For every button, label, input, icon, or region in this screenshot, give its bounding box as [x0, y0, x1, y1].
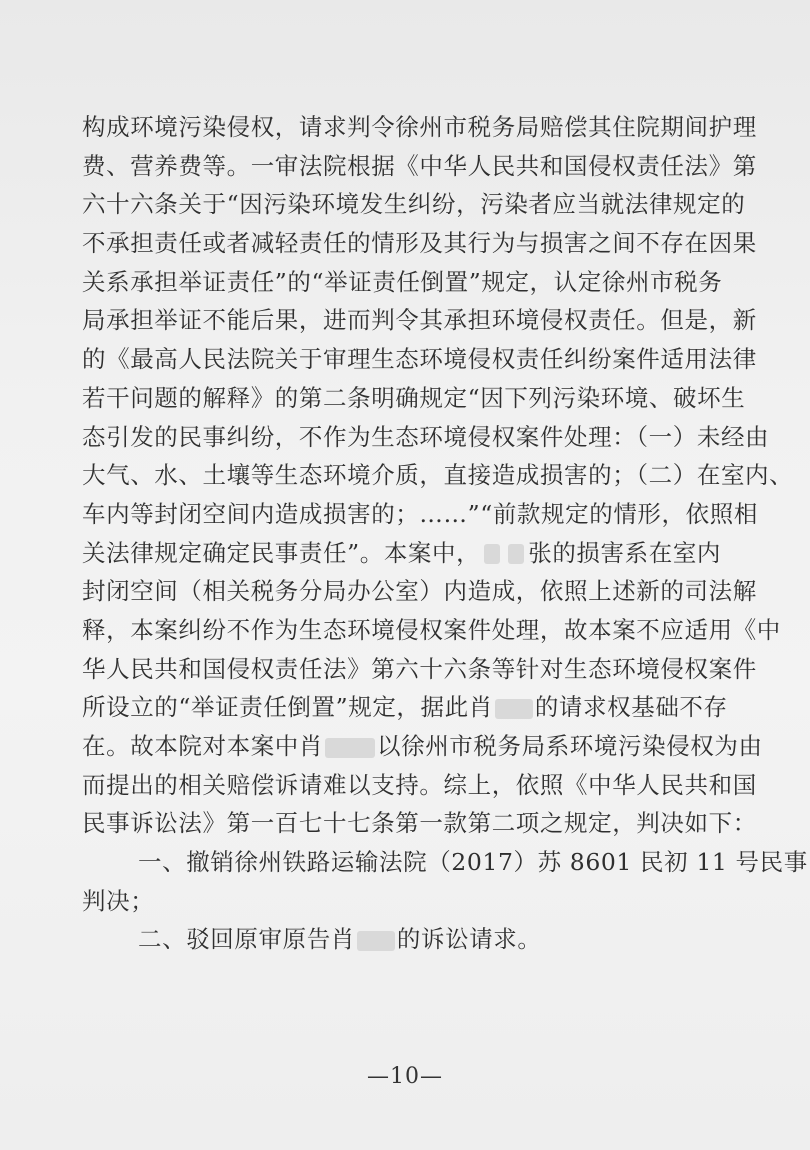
text-segment: 所设立的“举证责任倒置”规定，据此肖: [82, 693, 493, 722]
text-line: 不承担责任或者减轻责任的情形及其行为与损害之间不存在因果: [82, 229, 757, 258]
text-segment: 以徐州市税务局系环境污染侵权为由: [377, 732, 763, 760]
text-line-redacted: [82, 727, 762, 766]
judgment-item-1: [82, 843, 808, 882]
text-line: 局承担举证不能后果，进而判令其承担环境侵权责任。但是，新: [82, 306, 757, 335]
text-line: 而提出的相关赔偿诉请难以支持。综上，依照《中华人民共和国: [82, 770, 757, 799]
text-line: 费、营养费等。一审法院根据《中华人民共和国侵权责任法》第: [82, 151, 757, 180]
text-segment: 的请求权基础不存: [534, 693, 728, 722]
text-line-redacted: [82, 534, 762, 573]
document-body: [82, 108, 808, 959]
text-line: 六十六条关于“因污染环境发生纠纷，污染者应当就法律规定的: [82, 190, 746, 219]
text-line-redacted: [82, 688, 762, 727]
page-number: —10—: [367, 1064, 443, 1089]
text-line: 若干问题的解释》的第二条明确规定“因下列污染环境、破坏生: [82, 383, 746, 412]
redaction-mark: [495, 699, 533, 719]
text-line: 封闭空间（相关税务分局办公室）内造成，依照上述新的司法解: [82, 577, 757, 606]
judgment-text: 的诉讼请求。: [396, 925, 542, 954]
text-segment: 张的损害系在室内: [528, 538, 722, 567]
redaction-mark: [508, 544, 524, 564]
text-line: 大气、水、土壤等生态环境介质，直接造成损害的；（二）在室内、: [82, 461, 794, 490]
judgment-text: 一、撤销徐州铁路运输法院（2017）苏 8601 民初 11 号民事: [138, 848, 808, 877]
redaction-mark: [484, 544, 500, 564]
judgment-text: 二、驳回原审原告肖: [138, 925, 355, 954]
text-line: 的《最高人民法院关于审理生态环境侵权责任纠纷案件适用法律: [82, 345, 757, 374]
text-line: 释，本案纠纷不作为生态环境侵权案件处理，故本案不应适用《中: [82, 615, 781, 644]
text-line: 关系承担举证责任”的“举证责任倒置”规定，认定徐州市税务: [82, 267, 723, 296]
text-line: 构成环境污染侵权，请求判令徐州市税务局赔偿其住院期间护理: [82, 113, 757, 141]
judgment-item-2: [82, 920, 762, 959]
redaction-mark: [325, 738, 375, 758]
text-line: 车内等封闭空间内造成损害的；……”“前款规定的情形，依照相: [82, 499, 758, 528]
redaction-mark: [357, 931, 395, 951]
text-line: 民事诉讼法》第一百七十七条第一款第二项之规定，判决如下：: [82, 809, 757, 838]
text-line: 华人民共和国侵权责任法》第六十六条等针对生态环境侵权案件: [82, 654, 757, 683]
text-line: 判决；: [82, 886, 155, 915]
text-segment: 在。故本院对本案中肖: [82, 732, 323, 760]
text-segment: 关法律规定确定民事责任”。本案中，: [82, 538, 481, 567]
text-line: 态引发的民事纠纷，不作为生态环境侵权案件处理：（一）未经由: [82, 422, 770, 451]
